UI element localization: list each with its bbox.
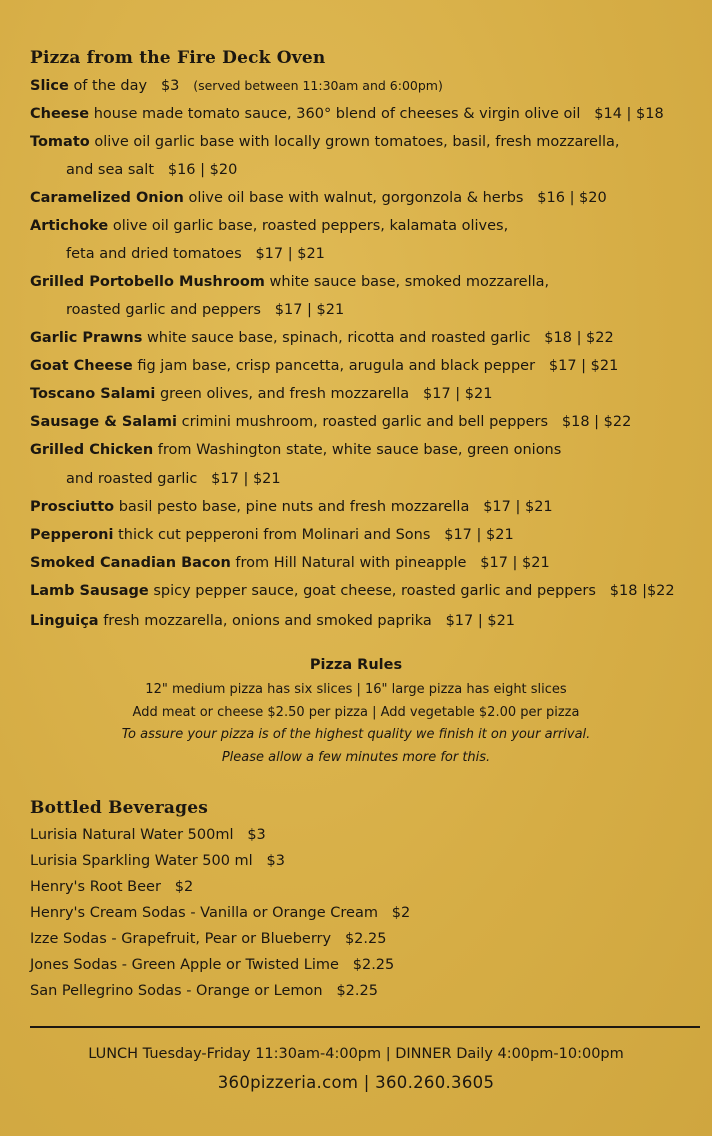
beverage-name: Jones Sodas - Green Apple or Twisted Lime xyxy=(30,957,339,973)
menu-item-sausage-salami xyxy=(30,415,631,430)
pizza-rules-addons: Add meat or cheese $2.50 per pizza | Add vegetable $2.00 per pizza xyxy=(132,705,580,720)
item-price: $17 | $21 xyxy=(423,386,493,402)
item-desc: from Hill Natural with pineapple xyxy=(235,555,467,571)
item-desc: of the day xyxy=(73,78,148,94)
beverage-price: $2.25 xyxy=(344,931,387,947)
footer-divider xyxy=(30,1026,700,1028)
item-desc: fig jam base, crisp pancetta, arugula and black pepper xyxy=(137,358,536,374)
item-desc: olive oil garlic base, roasted peppers, kalamata olives, xyxy=(112,218,509,234)
beverage-item xyxy=(30,879,193,895)
item-name: Grilled Portobello Mushroom xyxy=(30,274,265,290)
item-desc-cont: and sea salt xyxy=(66,162,155,178)
item-price: $17 | $21 xyxy=(255,246,325,262)
business-hours: LUNCH Tuesday-Friday 11:30am-4:00pm | DINNER Daily 4:00pm-10:00pm xyxy=(88,1046,624,1062)
item-price: $17 | $21 xyxy=(211,471,281,487)
item-name: Sausage & Salami xyxy=(30,414,177,430)
beverage-price: $3 xyxy=(266,853,285,869)
item-desc: olive oil base with walnut, gorgonzola & herbs xyxy=(188,190,524,206)
beverage-name: Henry's Root Beer xyxy=(30,879,161,895)
item-desc: crimini mushroom, roasted garlic and bell peppers xyxy=(181,414,549,430)
item-name: Grilled Chicken xyxy=(30,442,154,458)
item-price: $16 | $20 xyxy=(167,162,238,178)
menu-item-pepperoni xyxy=(30,528,514,543)
item-price: $3 xyxy=(160,78,180,94)
item-desc: from Washington state, white sauce base, green onions xyxy=(157,442,562,458)
item-desc-cont: and roasted garlic xyxy=(66,471,198,487)
item-desc-cont: feta and dried tomatoes xyxy=(66,246,242,262)
menu-item-portobello-cont xyxy=(66,303,344,318)
item-desc: basil pesto base, pine nuts and fresh mozzarella xyxy=(118,499,470,515)
pizza-rules-sizes: 12" medium pizza has six slices | 16" large pizza has eight slices xyxy=(145,682,567,697)
item-desc: spicy pepper sauce, goat cheese, roasted garlic and peppers xyxy=(153,583,596,599)
item-name: Linguiça xyxy=(30,613,99,629)
beverages-section-title: Bottled Beverages xyxy=(30,798,209,818)
beverage-item xyxy=(30,983,378,999)
beverage-item xyxy=(30,957,394,973)
item-price: $18 |$22 xyxy=(609,583,675,599)
menu-item-canadian-bacon xyxy=(30,556,550,571)
item-desc: white sauce base, spinach, ricotta and roasted garlic xyxy=(146,330,531,346)
beverage-item xyxy=(30,853,285,869)
item-name: Tomato xyxy=(30,134,90,150)
beverage-price: $3 xyxy=(247,827,266,843)
item-name: Smoked Canadian Bacon xyxy=(30,555,231,571)
menu-item-tomato xyxy=(30,135,620,150)
beverage-name: Henry's Cream Sodas - Vanilla or Orange Cream xyxy=(30,905,378,921)
item-price: $17 | $21 xyxy=(444,527,514,543)
beverage-name: Izze Sodas - Grapefruit, Pear or Blueberry xyxy=(30,931,332,947)
item-name: Slice xyxy=(30,78,69,94)
beverage-item xyxy=(30,905,410,921)
item-price: $17 | $21 xyxy=(274,302,345,318)
item-price: $18 | $22 xyxy=(544,330,614,346)
pizza-rules-quality-note: To assure your pizza is of the highest quality we finish it on your arrival. xyxy=(121,727,591,742)
item-desc: thick cut pepperoni from Molinari and Sons xyxy=(118,527,431,543)
item-name: Goat Cheese xyxy=(30,358,133,374)
pizza-rules-title: Pizza Rules xyxy=(309,657,403,673)
pizza-rules-wait-note: Please allow a few minutes more for this. xyxy=(221,750,491,765)
item-name: Garlic Prawns xyxy=(30,330,143,346)
item-name: Caramelized Onion xyxy=(30,190,184,206)
menu-item-garlic-prawns xyxy=(30,331,614,346)
menu-item-grilled-chicken xyxy=(30,443,561,458)
beverage-price: $2.25 xyxy=(336,983,378,999)
beverage-name: Lurisia Natural Water 500ml xyxy=(30,827,234,843)
menu-item-artichoke-cont xyxy=(66,247,325,262)
menu-item-lamb-sausage xyxy=(30,584,675,599)
menu-item-prosciutto xyxy=(30,500,553,515)
item-desc: white sauce base, smoked mozzarella, xyxy=(269,274,550,290)
item-desc: house made tomato sauce, 360° blend of cheeses & virgin olive oil xyxy=(93,106,581,122)
beverage-item xyxy=(30,827,266,843)
beverage-price: $2.25 xyxy=(352,957,395,973)
contact-info: 360pizzeria.com | 360.260.3605 xyxy=(217,1073,495,1092)
item-name: Artichoke xyxy=(30,218,109,234)
item-name: Pepperoni xyxy=(30,527,114,543)
beverage-name: San Pellegrino Sodas - Orange or Lemon xyxy=(30,983,323,999)
item-price: $17 | $21 xyxy=(548,358,619,374)
item-price: $16 | $20 xyxy=(537,190,607,206)
item-price: $14 | $18 xyxy=(594,106,664,122)
item-desc: olive oil garlic base with locally grown tomatoes, basil, fresh mozzarella, xyxy=(94,134,620,150)
item-price: $17 | $21 xyxy=(445,613,516,629)
item-price: $17 | $21 xyxy=(480,555,550,571)
menu-item-linguica xyxy=(30,614,515,629)
item-name: Cheese xyxy=(30,106,90,122)
item-desc: fresh mozzarella, onions and smoked paprika xyxy=(103,613,432,629)
beverage-price: $2 xyxy=(391,905,411,921)
menu-item-artichoke xyxy=(30,219,508,234)
menu-item-caramelized-onion xyxy=(30,191,607,206)
item-desc: green olives, and fresh mozzarella xyxy=(159,386,410,402)
item-name: Prosciutto xyxy=(30,499,115,515)
beverage-item xyxy=(30,931,386,947)
item-price: $18 | $22 xyxy=(561,414,632,430)
menu-item-portobello xyxy=(30,275,549,290)
pizza-section-title: Pizza from the Fire Deck Oven xyxy=(30,48,326,68)
item-desc-cont: roasted garlic and peppers xyxy=(66,302,261,318)
beverage-name: Lurisia Sparkling Water 500 ml xyxy=(30,853,253,869)
menu-item-tomato-cont xyxy=(66,163,237,178)
item-name: Lamb Sausage xyxy=(30,583,149,599)
menu-item-goat-cheese xyxy=(30,359,618,374)
item-price: $17 | $21 xyxy=(483,499,553,515)
menu-item-toscano-salami xyxy=(30,387,492,402)
menu-item-slice xyxy=(30,79,443,94)
item-note: (served between 11:30am and 6:00pm) xyxy=(193,78,443,93)
menu-item-grilled-chicken-cont xyxy=(66,472,281,487)
menu-item-cheese xyxy=(30,107,664,122)
beverage-price: $2 xyxy=(174,879,194,895)
item-name: Toscano Salami xyxy=(30,386,156,402)
